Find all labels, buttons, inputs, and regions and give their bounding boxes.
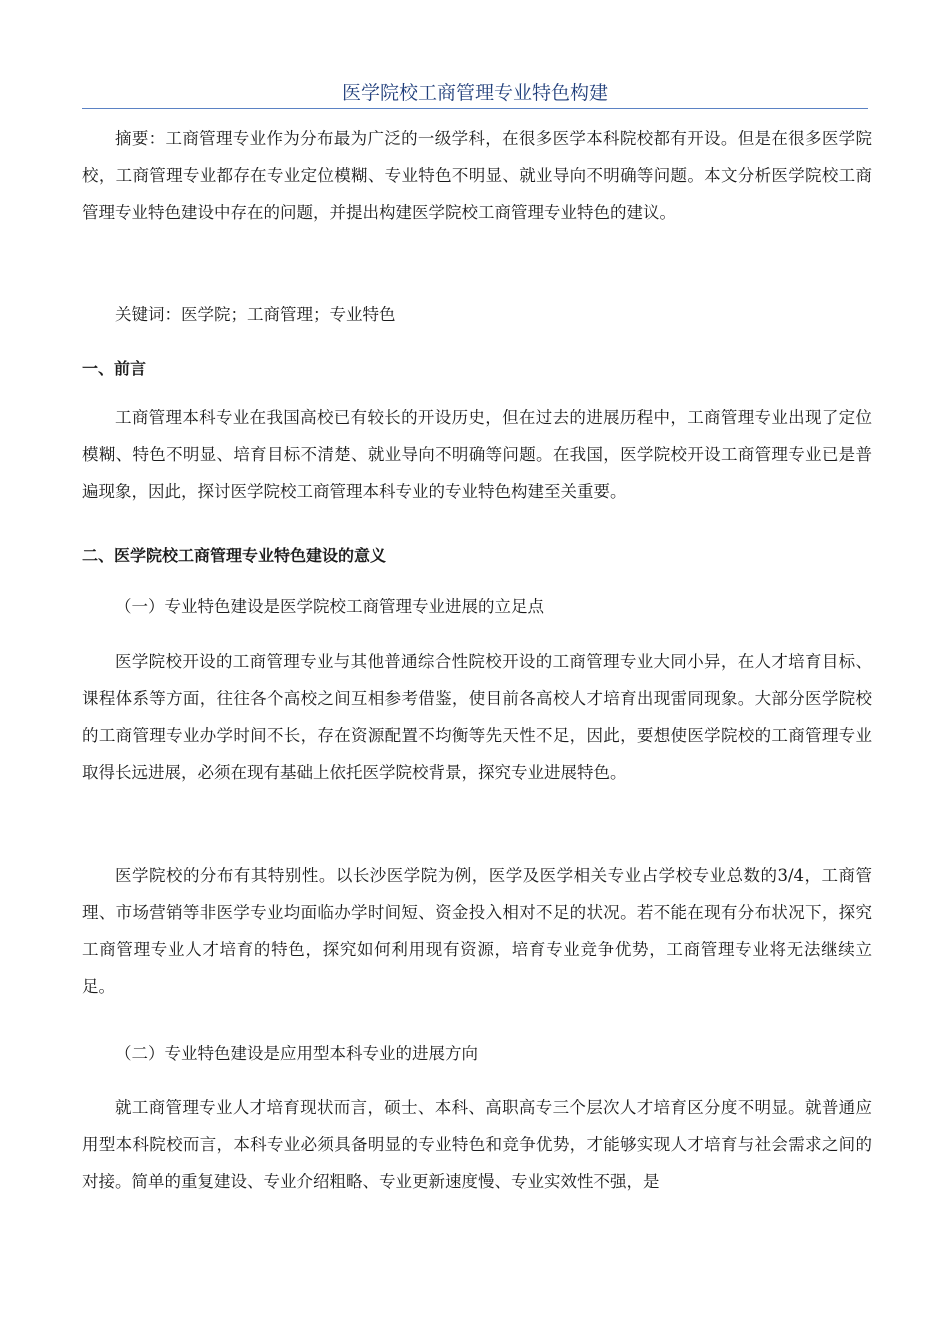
preface-paragraph: 工商管理本科专业在我国高校已有较长的开设历史，但在过去的进展历程中，工商管理专业出现了定位模糊、特色不明显、培育目标不清楚、就业导向不明确等问题。在我国，医学院校开设工商管理专业已是普遍现象，因此，探讨医学院校工商管理本科专业的专业特色构建至关重要。 xyxy=(82,408,872,501)
keywords-line: 关键词：医学院；工商管理；专业特色 xyxy=(115,305,396,324)
subsection-1-paragraph-1: 医学院校开设的工商管理专业与其他普通综合性院校开设的工商管理专业大同小异，在人才培育目标、课程体系等方面，往往各个高校之间互相参考借鉴，使目前各高校人才培育出现雷同现象。大部分医学院校的工商管理专业办学时间不长，存在资源配置不均衡等先天性不足，因此，要想使医学院校的工商管理专业取得长远进展，必须在现有基础上依托医学院校背景，探究专业进展特色。 xyxy=(82,652,872,782)
document-title: 医学院校工商管理专业特色构建 xyxy=(341,82,608,104)
subsection-heading-2: （二）专业特色建设是应用型本科专业的进展方向 xyxy=(115,1044,478,1063)
title-underline xyxy=(82,108,868,109)
section-heading-preface: 一、前言 xyxy=(82,359,147,378)
subsection-heading-1: （一）专业特色建设是医学院校工商管理专业进展的立足点 xyxy=(115,597,544,616)
subsection-1-paragraph-2: 医学院校的分布有其特别性。以长沙医学院为例，医学及医学相关专业占学校专业总数的3/4，工商管理、市场营销等非医学专业均面临办学时间短、资金投入相对不足的状况。若不能在现有分布状况下，探究工商管理专业人才培育的特色，探究如何利用现有资源，培育专业竞争优势，工商管理专业将无法继续立足。 xyxy=(82,866,872,996)
subsection-2-paragraph-1: 就工商管理专业人才培育现状而言，硕士、本科、高职高专三个层次人才培育区分度不明显。就普通应用型本科院校而言，本科专业必须具备明显的专业特色和竞争优势，才能够实现人才培育与社会需求之间的对接。简单的重复建设、专业介绍粗略、专业更新速度慢、专业实效性不强，是 xyxy=(82,1098,872,1191)
section-heading-significance: 二、医学院校工商管理专业特色建设的意义 xyxy=(82,546,387,565)
abstract-paragraph: 摘要：工商管理专业作为分布最为广泛的一级学科，在很多医学本科院校都有开设。但是在很多医学院校，工商管理专业都存在专业定位模糊、专业特色不明显、就业导向不明确等问题。本文分析医学院校工商管理专业特色建设中存在的问题，并提出构建医学院校工商管理专业特色的建议。 xyxy=(82,129,872,222)
